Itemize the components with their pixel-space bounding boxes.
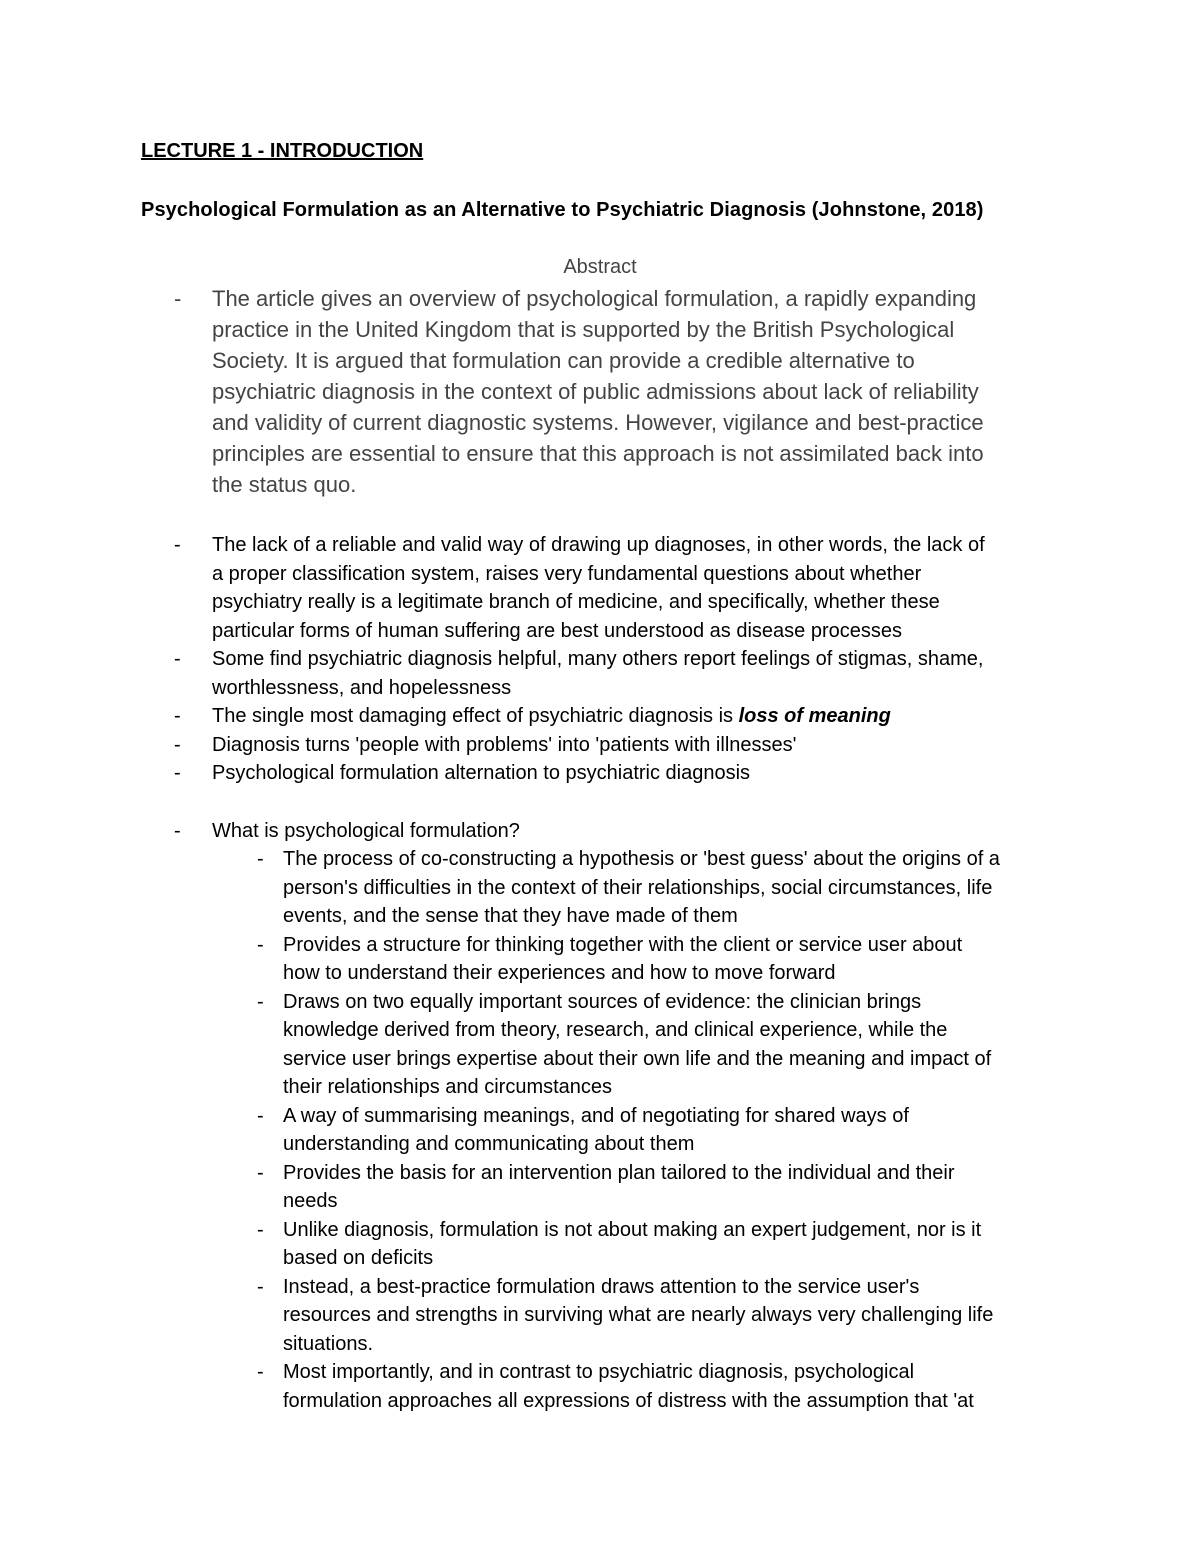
bullet-dash: - (257, 1275, 264, 1298)
list-item-line: particular forms of human suffering are best understood as disease processes (212, 619, 902, 642)
list-item-line: psychiatry really is a legitimate branch of medicine, and specifically, whether these (212, 591, 940, 613)
sub-list-item (245, 988, 1074, 1102)
list-item-line (212, 702, 1074, 731)
abstract-line: Society. It is argued that formulation can provide a credible alternative to (212, 348, 915, 373)
list-item-line: worthlessness, and hopelessness (212, 676, 512, 699)
abstract-heading: Abstract (563, 256, 637, 278)
article-heading: Psychological Formulation as an Alternative to Psychiatric Diagnosis (Johnstone, 2018) (141, 199, 984, 221)
list-item-line: person's difficulties in the context of their relationships, social circumstances, life (283, 876, 993, 899)
question-text: What is psychological formulation? (212, 819, 520, 842)
abstract-line: principles are essential to ensure that this approach is not assimilated back into (212, 441, 984, 466)
emphasis-text: loss of meaning (738, 705, 891, 727)
bullet-dash: - (174, 819, 181, 842)
bullet-dash: - (257, 1361, 264, 1383)
sub-list-item (245, 1102, 1074, 1159)
sub-list-item (245, 1159, 1074, 1216)
list-item-line: how to understand their experiences and how to move forward (283, 962, 836, 984)
list-item-line: service user brings expertise about their own life and the meaning and impact of (283, 1047, 992, 1070)
list-item (174, 731, 1074, 760)
list-item-line: Psychological formulation alternation to psychiatric diagnosis (212, 762, 751, 784)
list-item-line: The process of co-constructing a hypothesis or 'best guess' about the origins of a (283, 848, 1000, 870)
list-item-line: Provides a structure for thinking together with the client or service user about (283, 933, 963, 956)
list-item-line: their relationships and circumstances (283, 1076, 613, 1098)
list-item-line: Provides the basis for an intervention plan tailored to the individual and their (283, 1161, 955, 1184)
bullet-dash: - (174, 286, 182, 311)
abstract-text (212, 283, 1062, 500)
list-item-line: resources and strengths in surviving what are nearly always very challenging life (283, 1304, 994, 1326)
abstract-line: and validity of current diagnostic systems. However, vigilance and best-practice (212, 410, 984, 435)
bullet-dash: - (257, 933, 264, 956)
list-item (174, 645, 1074, 702)
list-item-line: based on deficits (283, 1247, 434, 1269)
list-item-line: needs (283, 1190, 338, 1212)
list-item-line: understanding and communicating about them (283, 1133, 695, 1155)
list-item-line: events, and the sense that they have made of them (283, 905, 738, 927)
bullet-dash: - (257, 848, 264, 870)
list-item-line: The lack of a reliable and valid way of drawing up diagnoses, in other words, the lack of (212, 534, 985, 556)
bullet-list (174, 531, 1074, 1415)
abstract-line: psychiatric diagnosis in the context of public admissions about lack of reliability (212, 379, 979, 404)
list-item-line: situations. (283, 1332, 374, 1355)
list-item (174, 817, 1074, 846)
bullet-dash: - (257, 1104, 264, 1127)
sub-bullet-list (245, 845, 1074, 1415)
sub-list-item (245, 1216, 1074, 1273)
list-item-line: Diagnosis turns 'people with problems' into 'patients with illnesses' (212, 733, 797, 756)
list-item (174, 759, 1074, 788)
bullet-dash: - (174, 705, 181, 727)
list-item-line: Some find psychiatric diagnosis helpful, many others report feelings of stigmas, shame, (212, 648, 984, 670)
sub-list-item (245, 1273, 1074, 1359)
bullet-dash: - (174, 762, 181, 784)
list-item-line: Unlike diagnosis, formulation is not about making an expert judgement, nor is it (283, 1218, 982, 1241)
list-item-line: formulation approaches all expressions of distress with the assumption that 'at (283, 1389, 974, 1412)
list-item-text: The single most damaging effect of psychiatric diagnosis is (212, 705, 739, 727)
page-title: LECTURE 1 - INTRODUCTION (141, 140, 424, 162)
bullet-dash: - (174, 733, 181, 756)
list-item-line: Instead, a best-practice formulation draws attention to the service user's (283, 1275, 920, 1298)
list-item-line: a proper classification system, raises very fundamental questions about whether (212, 562, 922, 585)
bullet-dash: - (257, 1218, 264, 1241)
sub-list-item (245, 845, 1074, 931)
sub-list-item (245, 1358, 1074, 1415)
bullet-dash: - (174, 648, 181, 670)
list-item (174, 702, 1074, 731)
abstract-line: practice in the United Kingdom that is supported by the British Psychological (212, 317, 955, 342)
bullet-dash: - (257, 1161, 264, 1184)
abstract-line: the status quo. (212, 472, 357, 497)
bullet-dash: - (257, 990, 264, 1013)
list-item-line: Most importantly, and in contrast to psychiatric diagnosis, psychological (283, 1361, 915, 1383)
bullet-dash: - (174, 534, 181, 556)
list-item-line: A way of summarising meanings, and of negotiating for shared ways of (283, 1104, 909, 1127)
list-item (174, 531, 1074, 645)
sub-list-item (245, 931, 1074, 988)
list-item-line: Draws on two equally important sources of evidence: the clinician brings (283, 990, 922, 1013)
list-item-line: knowledge derived from theory, research, and clinical experience, while the (283, 1019, 948, 1041)
abstract-line: The article gives an overview of psychological formulation, a rapidly expanding (212, 286, 977, 311)
